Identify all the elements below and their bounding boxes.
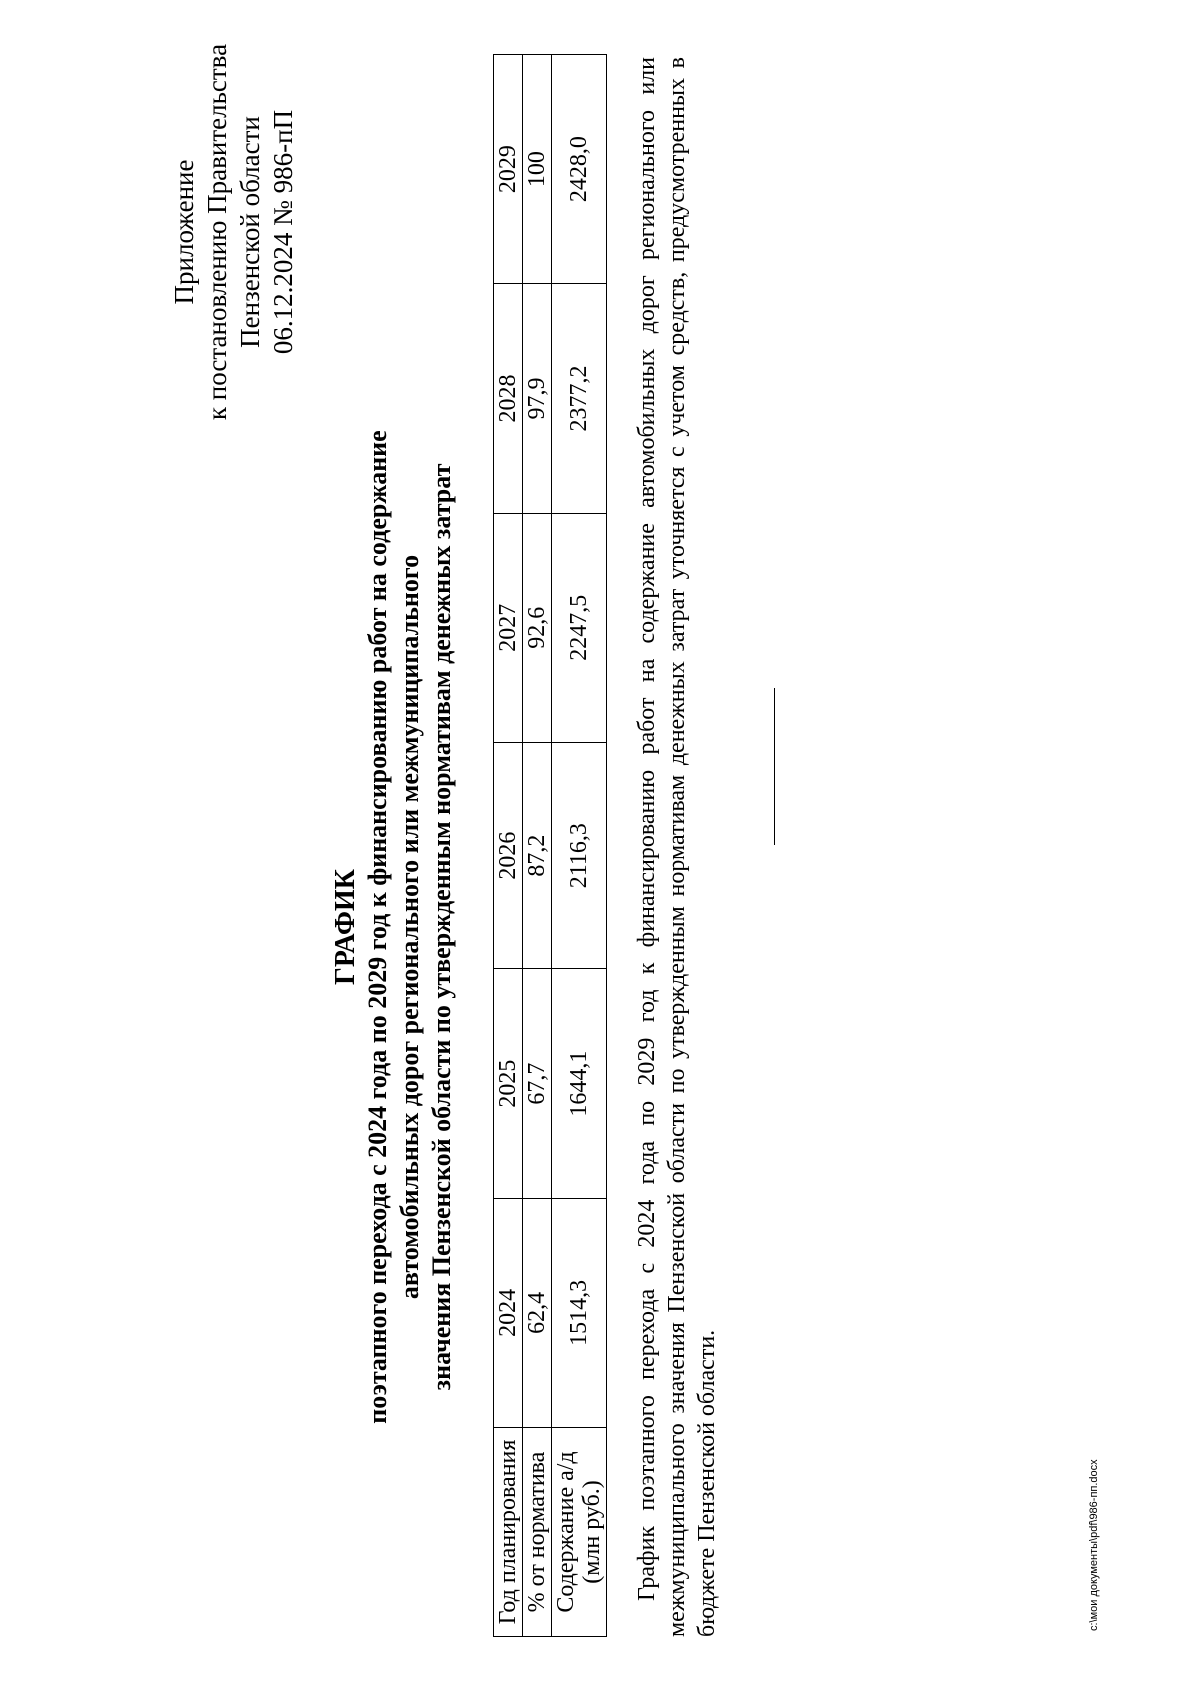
separator-line: [774, 688, 775, 845]
percent-cell: 67,7: [523, 969, 552, 1198]
amount-cell: 1514,3: [552, 1198, 607, 1427]
year-cell: 2026: [494, 742, 523, 969]
appendix-line-3: Пензенской области: [235, 116, 265, 348]
table-row-years: [494, 55, 523, 1637]
row-header-amount-line-1: Содержание а/д: [553, 1451, 579, 1613]
explanatory-note: График поэтапного перехода с 2024 года по 2029 год к финансированию работ на содержание автомобильных дорог регионального или межмуниципального значения Пензенской области по утвержденным нормативам денежных затрат уточняется с учетом средств, предусмотренных в бюджете Пензенской области.: [634, 57, 720, 1637]
appendix-line-4: 06.12.2024 № 986-пП: [268, 109, 298, 355]
heading-line-1: поэтапного перехода с 2024 года по 2029 год к финансированию работ на содержание: [363, 430, 392, 1424]
year-cell: 2025: [494, 969, 523, 1198]
appendix-line-1: Приложение: [169, 159, 199, 305]
percent-cell: 100: [523, 55, 552, 284]
year-cell: 2024: [494, 1198, 523, 1427]
amount-cell: 1644,1: [552, 969, 607, 1198]
table-row-percent: [523, 55, 552, 1637]
percent-cell: 97,9: [523, 284, 552, 513]
row-header-amount-line-2: (млн руб.): [579, 1480, 605, 1584]
schedule-table: [493, 54, 607, 1637]
appendix-line-2: к постановлению Правительства: [202, 43, 232, 421]
heading-line-3: значения Пензенской области по утвержденным нормативам денежных затрат: [427, 463, 456, 1391]
table-row-amount: [552, 55, 607, 1637]
percent-cell: 62,4: [523, 1198, 552, 1427]
amount-cell: 2428,0: [552, 55, 607, 284]
amount-cell: 2377,2: [552, 284, 607, 513]
file-path-footer: c:\мои документы\pdf\986-пп.docx: [1088, 1459, 1100, 1631]
heading-title: ГРАФИК: [330, 869, 361, 985]
heading-line-2: автомобильных дорог регионального или межмуниципального: [395, 554, 424, 1300]
year-cell: 2029: [494, 55, 523, 284]
amount-cell: 2247,5: [552, 513, 607, 742]
row-header-amount: [552, 1428, 607, 1637]
amount-cell: 2116,3: [552, 742, 607, 969]
row-header-year: Год планирования: [494, 1428, 523, 1637]
percent-cell: 87,2: [523, 742, 552, 969]
document-heading: [330, 427, 458, 1427]
row-header-percent: % от норматива: [523, 1428, 552, 1637]
percent-cell: 92,6: [523, 513, 552, 742]
year-cell: 2027: [494, 513, 523, 742]
appendix-block: [168, 42, 300, 422]
year-cell: 2028: [494, 284, 523, 513]
